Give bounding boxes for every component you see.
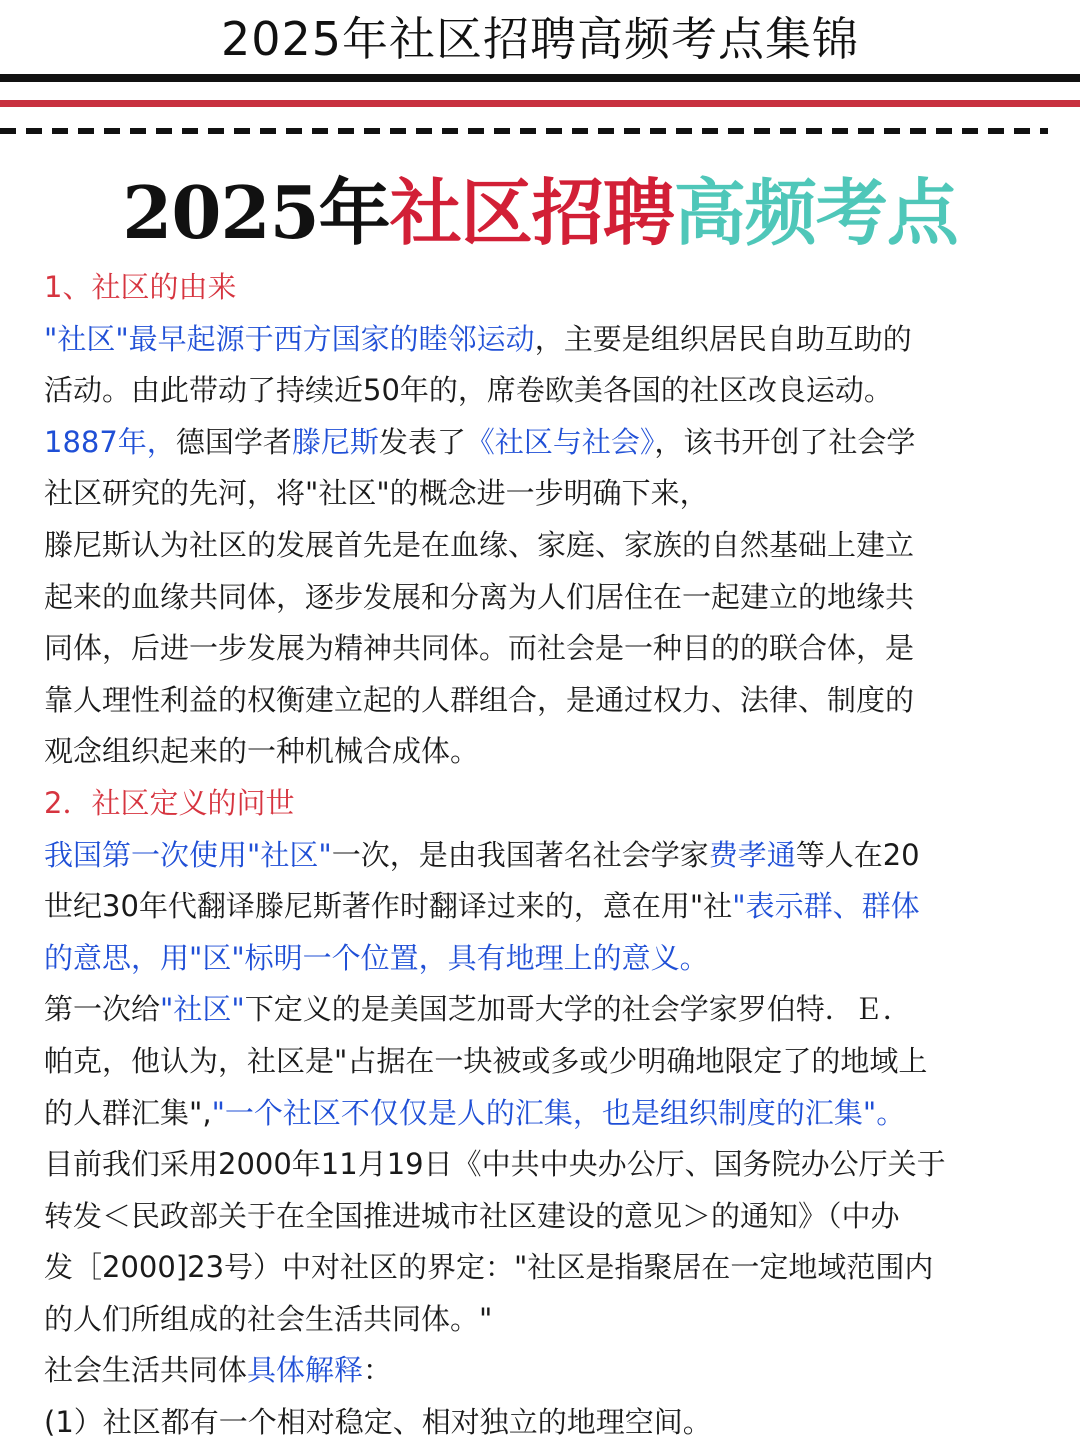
section1-line: 观念组织起来的一种机械合成体。 (44, 734, 480, 769)
section2-line: 发［2000]23号）中对社区的界定："社区是指聚居在一定地域范围内 (44, 1250, 934, 1285)
section1-line: 滕尼斯认为社区的发展首先是在血缘、家庭、家族的自然基础上建立 (44, 527, 915, 562)
section1-line: 靠人理性利益的权衡建立起的人群组合，是通过权力、法律、制度的 (44, 682, 915, 717)
highlight-text: 我国第一次使用"社区" (44, 837, 332, 872)
section1-line: 社区研究的先河，将"社区"的概念进一步明确下来， (44, 476, 709, 511)
section1-line: 活动。由此带动了持续近50年的，席卷欧美各国的社区改良运动。 (44, 373, 893, 408)
section1-line: 同体，后进一步发展为精神共同体。而社会是一种目的的联合体，是 (44, 631, 915, 666)
body-text: 发表了 (378, 424, 466, 459)
section2-line: 目前我们采用2000年11月19日《中共中央办公厅、国务院办公厅关于 (44, 1147, 946, 1182)
page-header-title: 2025年社区招聘高频考点集锦 (220, 12, 860, 66)
section1-line (44, 314, 1044, 366)
highlight-text: "表示群、群体 (732, 889, 920, 924)
header-black-rule (0, 74, 1080, 82)
section2-line: (1）社区都有一个相对稳定、相对独立的地理空间。 (44, 1405, 712, 1440)
body-text: ： (363, 1353, 393, 1388)
section2-line (44, 830, 1044, 882)
highlight-text: 滕尼斯 (291, 424, 379, 459)
section2-heading: 2．社区定义的问世 (44, 785, 295, 820)
highlight-text: 1887年， (44, 424, 176, 459)
section2-line: 的人们所组成的社会生活共同体。" (44, 1301, 493, 1336)
body-text: 社会生活共同体 (44, 1353, 248, 1388)
body-text: ，主要是组织居民自助互助的 (534, 321, 912, 356)
article-body (44, 262, 1044, 1449)
banner-title (0, 168, 1080, 258)
section2-line: 转发＜民政部关于在全国推进城市社区建设的意见＞的通知》（中办 (44, 1198, 900, 1233)
highlight-text: "社区" (160, 992, 245, 1027)
section2-line: 的意思，用"区"标明一个位置，具有地理上的意义。 (44, 940, 709, 975)
dashed-divider (0, 128, 1048, 134)
body-text: 德国学者 (175, 424, 292, 459)
header-red-rule (0, 100, 1080, 107)
section2-line (44, 1345, 1044, 1397)
body-text: 下定义的是美国芝加哥大学的社会学家罗伯特．Ｅ． (244, 992, 912, 1027)
section1-line: 起来的血缘共同体，逐步发展和分离为人们居住在一起建立的地缘共 (44, 579, 915, 614)
body-text: 一次，是由我国著名社会学家 (331, 837, 709, 872)
section1-line (44, 417, 1044, 469)
highlight-text: 《社区与社会》 (465, 424, 655, 459)
highlight-text: 费孝通 (708, 837, 796, 872)
highlight-text: 具体解释 (247, 1353, 364, 1388)
highlight-text: "社区"最早起源于西方国家的睦邻运动 (44, 321, 535, 356)
section2-line: 帕克，他认为，社区是"占据在一块被或多或少明确地限定了的地域上 (44, 1043, 928, 1078)
section2-line (44, 1088, 1044, 1140)
body-text: 等人在20 (795, 837, 920, 872)
banner-community-recruit: 社区招聘 (389, 170, 674, 255)
section2-line (44, 984, 1044, 1036)
body-text: 世纪30年代翻译滕尼斯著作时翻译过来的，意在用"社 (44, 889, 733, 924)
highlight-text: "一个社区不仅仅是人的汇集，也是组织制度的汇集"。 (211, 1095, 906, 1130)
section2-line (44, 881, 1044, 933)
banner-key-points: 高频考点 (673, 170, 958, 255)
body-text: ，该书开创了社会学 (654, 424, 916, 459)
banner-year: 2025年 (122, 170, 390, 255)
body-text: 第一次给 (44, 992, 161, 1027)
body-text: 的人群汇集", (44, 1095, 212, 1130)
section1-heading: 1、社区的由来 (44, 270, 237, 304)
